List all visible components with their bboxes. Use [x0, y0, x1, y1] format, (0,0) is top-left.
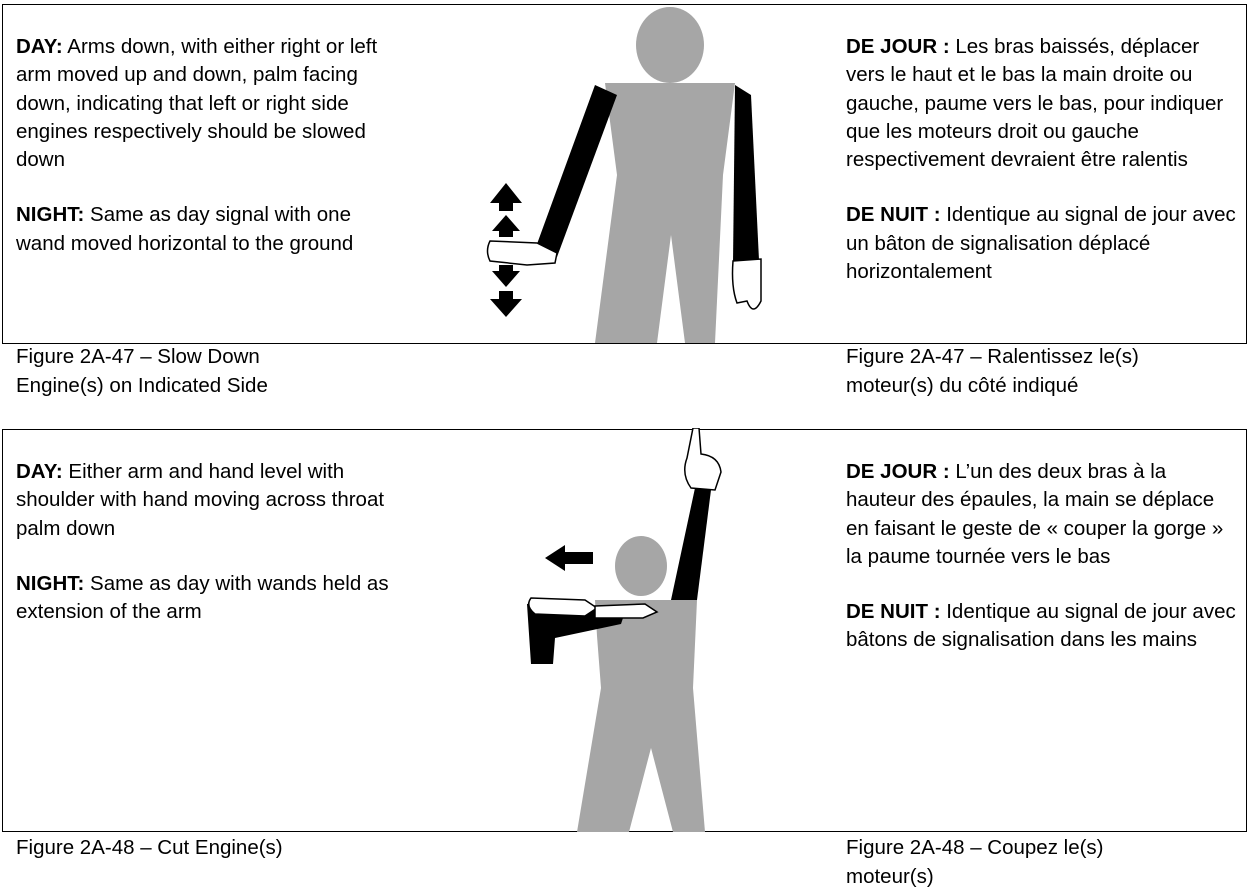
arrow-down-icon: [492, 265, 520, 287]
figure-caption-fr: [846, 834, 1104, 891]
caption-line: Figure 2A-48 – Coupez le(s): [846, 836, 1104, 859]
figure-hand-across: [595, 604, 657, 618]
day-label: DE JOUR :: [846, 35, 950, 58]
day-text: Les bras baissés, déplacer vers le haut et le bas la main droite ou gauche, paume vers le bas, pour indiquer que les moteurs droit ou gauche respectivement devraient être ralentis: [846, 35, 1224, 172]
figure-hand-across: [529, 598, 597, 616]
figure-hand-raised: [685, 428, 721, 490]
night-label: DE NUIT :: [846, 600, 941, 624]
day-text: Either arm and hand level with shoulder with hand moving across throat palm down: [16, 460, 385, 540]
figure-caption-en: [16, 343, 268, 400]
en-description-slow-down: [16, 33, 396, 258]
figure-caption-en: [16, 834, 283, 863]
slow-down-signal-figure: [485, 5, 775, 343]
cut-engine-signal-figure: [525, 428, 730, 832]
day-label: DAY:: [16, 460, 63, 483]
day-label: DAY:: [16, 35, 63, 58]
caption-line: Figure 2A-48 – Cut Engine(s): [16, 836, 283, 859]
caption-line: Figure 2A-47 – Ralentissez le(s): [846, 345, 1139, 368]
caption-line: Engine(s) on Indicated Side: [16, 373, 268, 397]
arrow-down-icon: [490, 291, 522, 317]
en-description-cut-engine: [16, 458, 396, 626]
fr-description-cut-engine: [846, 458, 1238, 655]
arrow-up-icon: [490, 183, 522, 211]
night-text: Identique au signal de jour avec un bâton de signalisation déplacé horizontalement: [846, 203, 1236, 284]
caption-line: moteur(s) du côté indiqué: [846, 373, 1079, 397]
figure-head: [636, 7, 704, 83]
arrow-up-icon: [492, 215, 520, 237]
figure-arm-raised: [671, 488, 711, 600]
night-text: Same as day with wands held as extension of the arm: [16, 571, 389, 624]
night-label: DE NUIT :: [846, 203, 941, 227]
caption-line: moteur(s): [846, 864, 934, 888]
night-label: NIGHT:: [16, 571, 85, 595]
night-text: Same as day signal with one wand moved horizontal to the ground: [16, 203, 354, 255]
figure-torso: [595, 83, 735, 343]
figure-hand-rest: [733, 259, 762, 309]
figure-arm-rest: [733, 85, 759, 263]
night-text: Identique au signal de jour avec bâtons de signalisation dans les mains: [846, 600, 1236, 652]
fr-description-slow-down: [846, 33, 1238, 286]
arrow-left-icon-wrap: [545, 545, 595, 571]
day-label: DE JOUR :: [846, 460, 950, 483]
figure-torso: [577, 600, 705, 832]
day-text: Arms down, with either right or left arm moved up and down, palm facing down, indicating that left or right side engines respectively should be slowed down: [16, 35, 378, 172]
caption-line: Figure 2A-47 – Slow Down: [16, 345, 260, 368]
figure-head: [615, 536, 667, 596]
night-label: NIGHT:: [16, 203, 85, 227]
day-text: L’un des deux bras à la hauteur des épaules, la main se déplace en faisant le geste de « couper la gorge » la paume tournée vers le bas: [846, 460, 1224, 568]
figure-arm-signal: [533, 85, 617, 257]
figure-caption-fr: [846, 343, 1139, 400]
up-down-arrows: [488, 183, 524, 318]
arrow-left-icon: [545, 545, 593, 571]
